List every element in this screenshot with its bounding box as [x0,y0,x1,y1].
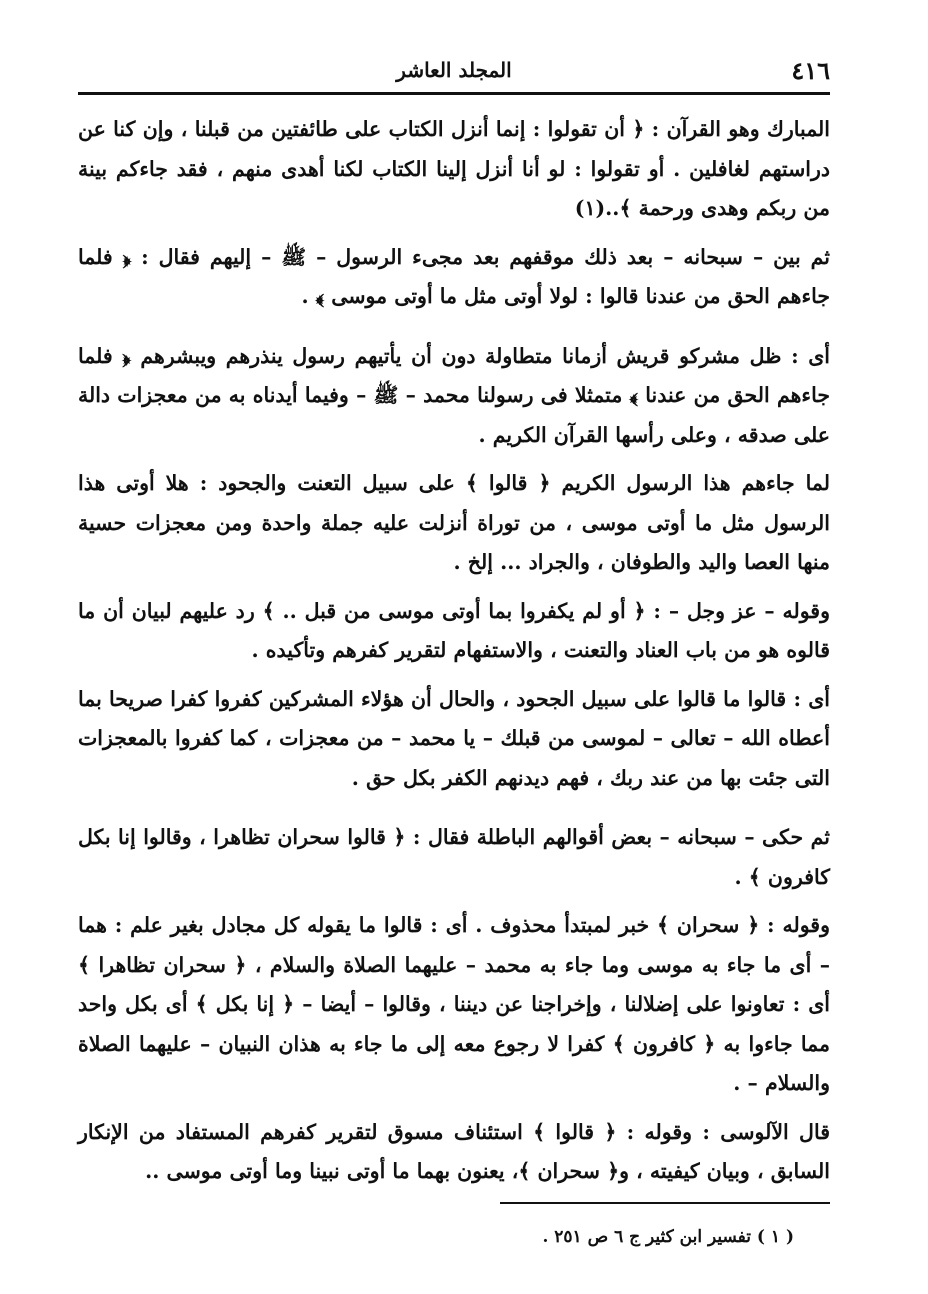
header-divider [78,92,830,95]
paragraph: ثم بين – سبحانه – بعد ذلك موقفهم بعد مجىء الرسول – ﷺ – إليهم فقال : ﴿ فلما جاءهم الحق من عندنا قالوا : لولا أوتى مثل ما أوتى موسى ﴾ . [78,244,830,308]
book-page [78,52,830,1252]
paragraph: أى : ظل مشركو قريش أزمانا متطاولة دون أن يأتيهم رسول ينذرهم ويبشرهم ﴿ فلما جاءهم الحق من عندنا ﴾ متمثلا فى رسولنا محمد – ﷺ – وفيما أيدناه به من معجزات دالة على صدقه ، وعلى رأسها القرآن الكريم . [78,343,830,447]
footnote: ( ١ ) تفسير ابن كثير ج ٦ ص ٢٥١ . [542,1226,794,1247]
paragraph: المبارك وهو القرآن : ﴿ أن تقولوا : إنما أنزل الكتاب على طائفتين من قبلنا ، وإن كنا عن دراستهم لغافلين . أو تقولوا : لو أنا أنزل إلينا الكتاب لكنا أهدى منهم ، فقد جاءكم بينة من ربكم وهدى ورحمة ﴾..(١) [78,117,830,220]
footnote-divider [500,1202,830,1204]
body-text [78,92,830,1192]
paragraph: وقوله : ﴿ سحران ﴾ خبر لمبتدأ محذوف . أى : قالوا ما يقوله كل مجادل بغير علم : هما – أى ما جاء به موسى وما جاء به محمد – عليهما الصلاة والسلام ، ﴿ سحران تظاهرا ﴾ أى : تعاونوا على إضلالنا ، وإخراجنا عن ديننا ، وقالوا – أيضا – ﴿ إنا بكل ﴾ أى بكل واحد مما جاءوا به ﴿ كافرون ﴾ كفرا لا رجوع معه إلى ما جاء به هذان النبيان – عليهما الصلاة والسلام – . [78,913,830,1095]
paragraph: ثم حكى – سبحانه – بعض أقوالهم الباطلة فقال : ﴿ قالوا سحران تظاهرا ، وقالوا إنا بكل كافرون ﴾ . [78,825,830,889]
paragraph: لما جاءهم هذا الرسول الكريم ﴿ قالوا ﴾ على سبيل التعنت والجحود : هلا أوتى هذا الرسول مثل ما أوتى موسى ، من توراة أنزلت عليه جملة واحدة ومن معجزات حسية منها العصا واليد والطوفان ، والجراد ... إلخ . [78,471,830,574]
paragraph: أى : قالوا ما قالوا على سبيل الجحود ، والحال أن هؤلاء المشركين كفروا كفرا صريحا بما أعطاه الله – تعالى – لموسى من قبلك – يا محمد – من معجزات ، كما كفروا بالمعجزات التى جئت بها من عند ربك ، فهم ديدنهم الكفر بكل حق . [78,686,830,790]
page-number: ٤١٦ [791,56,830,85]
page-header [78,52,830,92]
paragraph: وقوله – عز وجل – : ﴿ أو لم يكفروا بما أوتى موسى من قبل .. ﴾ رد عليهم لبيان أن ما قالوه هو من باب العناد والتعنت ، والاستفهام لتقرير كفرهم وتأكيده . [78,598,830,662]
volume-title: المجلد العاشر [396,58,512,82]
paragraph: قال الآلوسى : وقوله : ﴿ قالوا ﴾ استئناف مسوق لتقرير كفرهم المستفاد من الإنكار السابق ، وبيان كيفيته ، و﴿ سحران ﴾، يعنون بهما ما أوتى نبينا وما أوتى موسى .. [78,1119,830,1183]
